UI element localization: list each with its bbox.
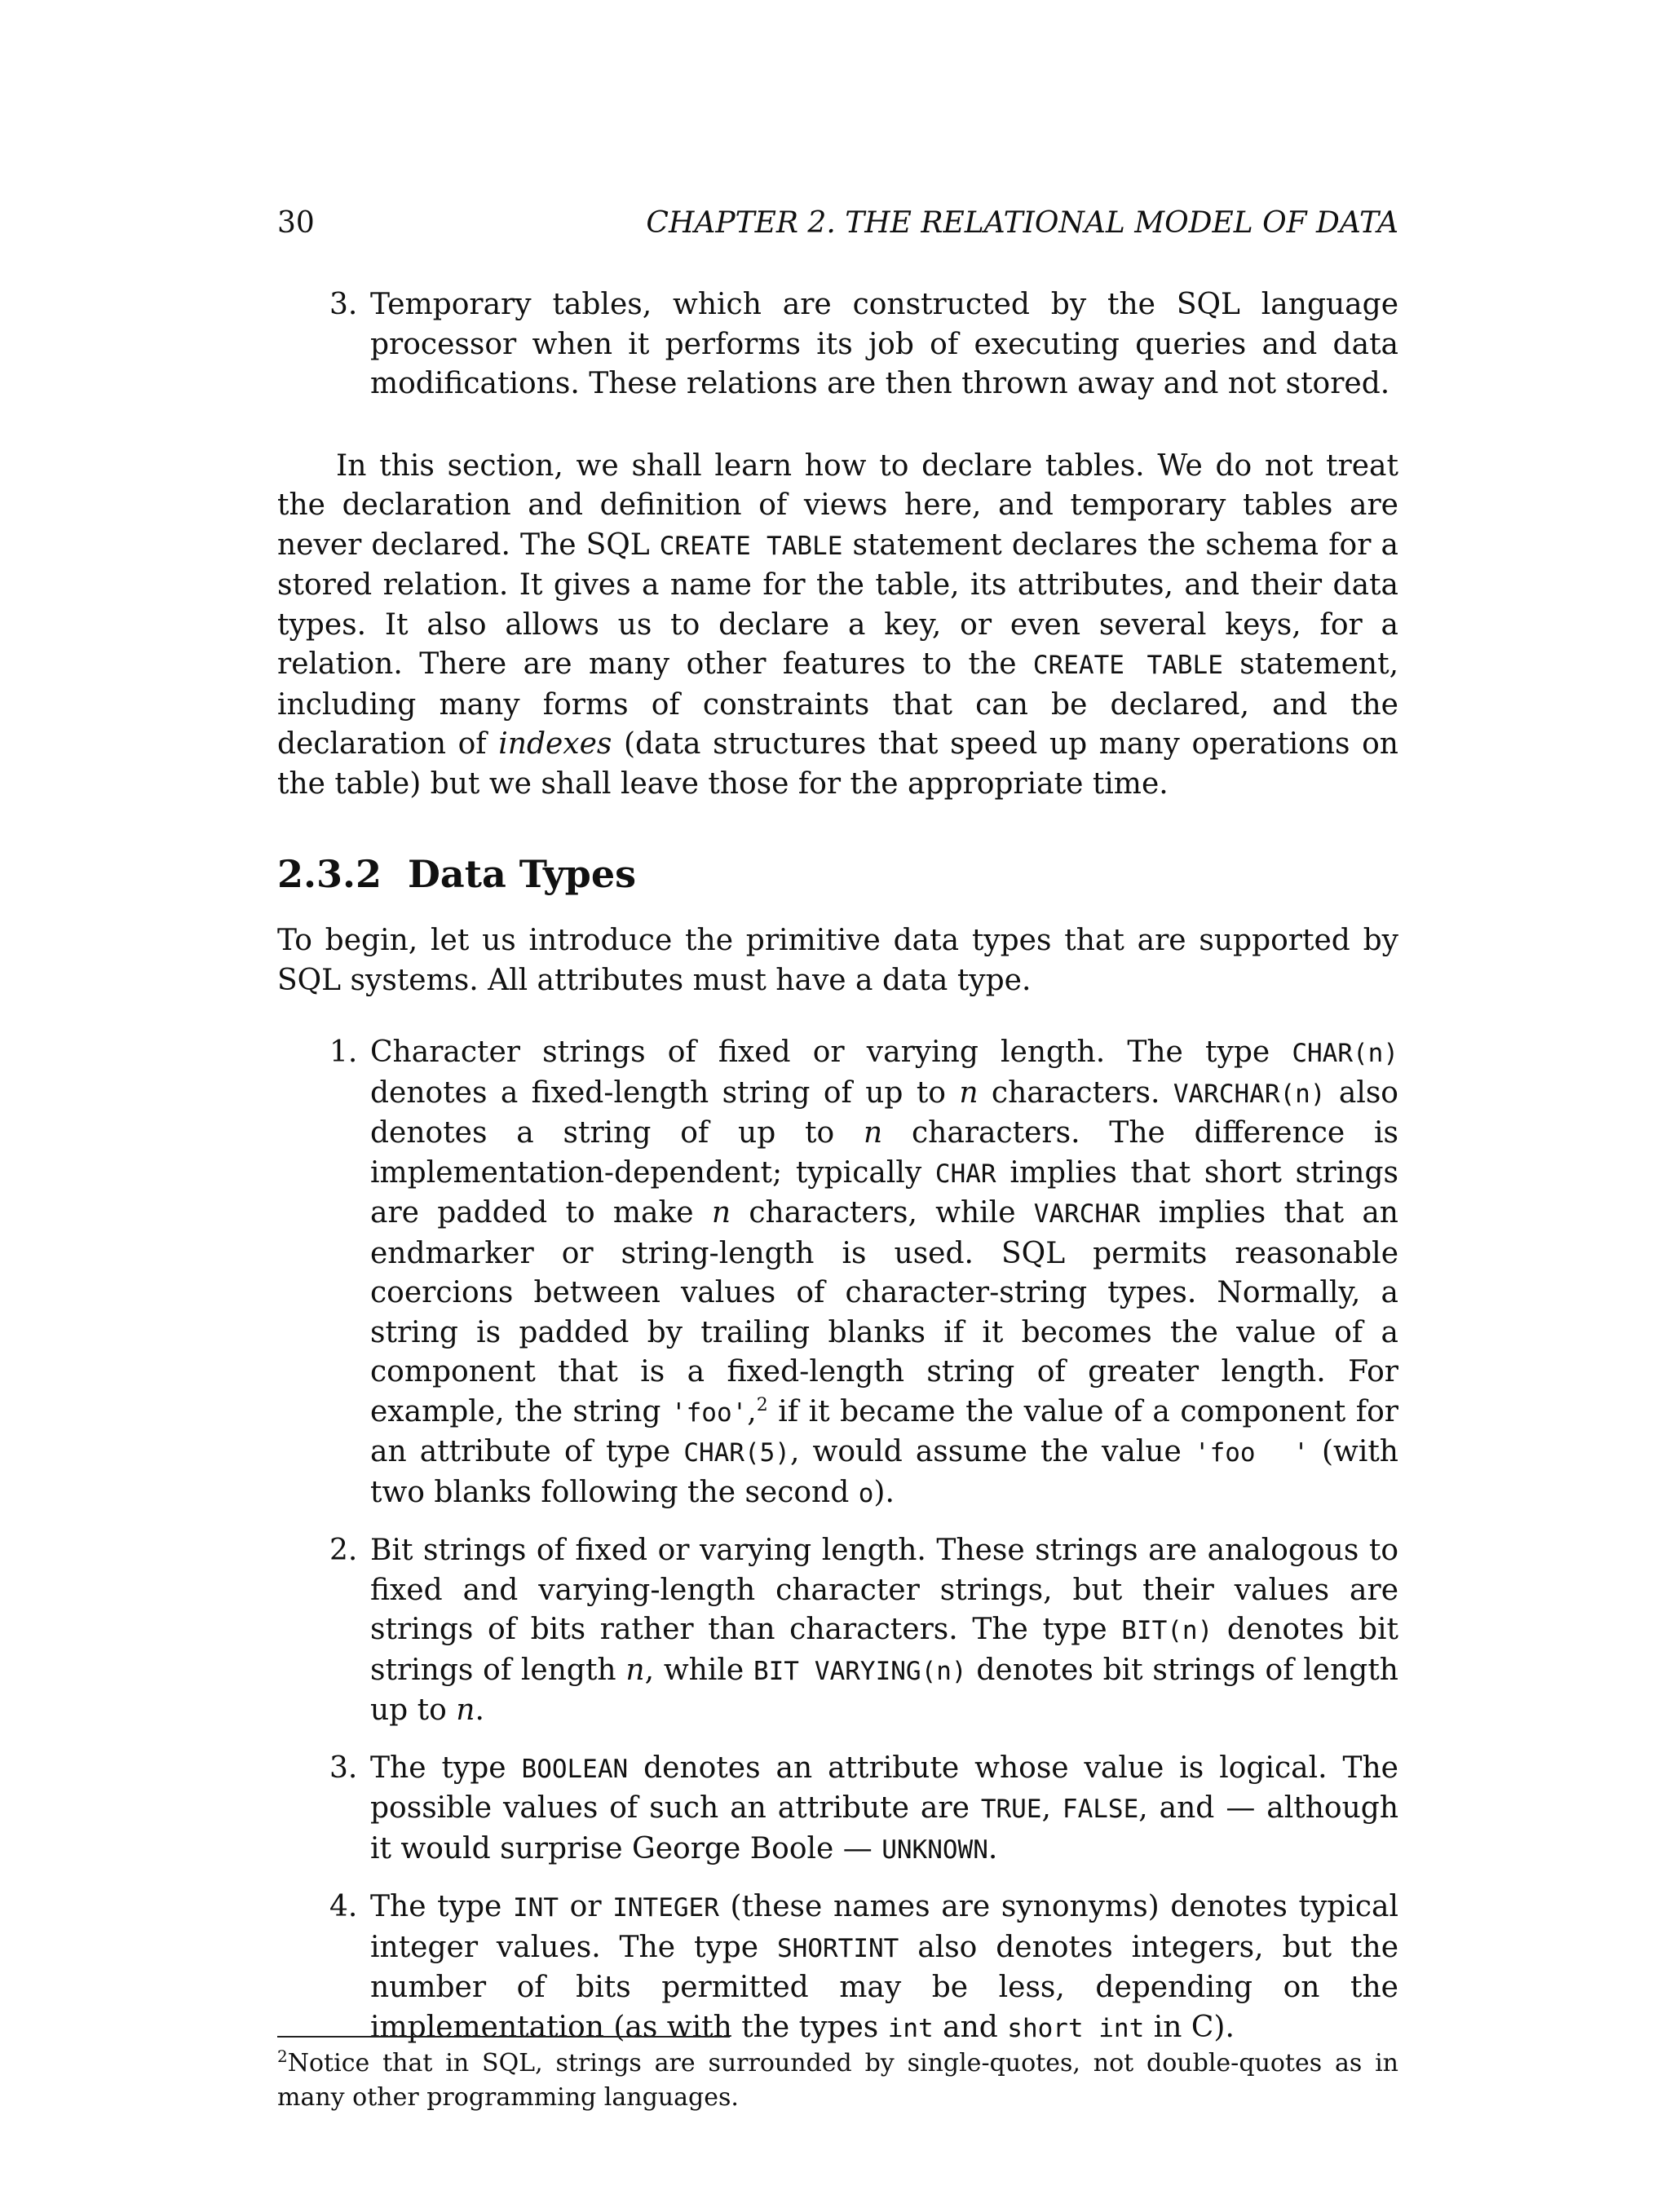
footnote-text: Notice that in SQL, strings are surrounded by single-quotes, not double-quotes as in many other programming languages. (277, 2049, 1398, 2112)
text-run: denotes bit strings of length up to (370, 1653, 1398, 1727)
chapter-title: CHAPTER 2. THE RELATIONAL MODEL OF DATA (646, 206, 1398, 240)
list-item-number: 2. (329, 1534, 358, 1567)
list-item (277, 285, 1398, 404)
code-text: FALSE (1062, 1795, 1139, 1824)
section-number: 2.3.2 (277, 852, 382, 896)
list-item-number: 3. (329, 1751, 358, 1785)
text-run: characters. (978, 1075, 1173, 1110)
math-var: n (959, 1075, 979, 1110)
code-text: VARCHAR (1033, 1199, 1141, 1229)
code-text: UNKNOWN (881, 1835, 988, 1865)
text-run: In this section, we shall learn how to declare tables. We do not treat the declaration and definition of views here, and temporary tables are never declared. The SQL (277, 448, 1398, 562)
footnote-divider (277, 2036, 730, 2038)
footnote (277, 2046, 1398, 2115)
list-item-number: 1. (329, 1035, 358, 1069)
text-run: . (987, 1831, 998, 1865)
code-text: BOOLEAN (521, 1754, 629, 1784)
text-run: or (559, 1890, 613, 1923)
code-text: 'foo ' (1194, 1438, 1309, 1468)
data-types-list (277, 1033, 1398, 2048)
text-run: characters. The difference is implementation-dependent; typically (370, 1116, 1399, 1190)
text-run: implies that an endmarker or string-length is used. SQL permits reasonable coercions between values of character-string types. Normally, a string is padded by trailing blanks if it becomes the value of a component that is a fixed-length string of greater length. For example, the string (370, 1196, 1398, 1428)
list-item (277, 1749, 1398, 1870)
list-item-text: Temporary tables, which are constructed by the SQL language processor when it performs its job of executing queries and data modifications. These relations are then thrown away and not stored. (370, 288, 1398, 400)
text-run: , and — although it would surprise George Boole — (370, 1791, 1399, 1865)
footnote-mark: 2 (277, 2046, 288, 2066)
text-run: also denotes a string of up to (370, 1075, 1398, 1150)
text-run: , (1041, 1791, 1063, 1825)
math-var: n (863, 1116, 883, 1150)
code-text: short int (1007, 2013, 1145, 2043)
emphasis-text: indexes (498, 727, 612, 761)
text-run: , while (644, 1653, 753, 1687)
text-run: The type (370, 1751, 522, 1785)
code-text: int (887, 2013, 934, 2043)
text-run: characters, while (731, 1196, 1034, 1230)
code-text: INTEGER (612, 1893, 719, 1923)
text-run: (data structures that speed up many operations on the table) but we shall leave those for the appropriate time. (277, 727, 1398, 801)
list-item-number: 4. (329, 1890, 358, 1923)
text-run: if it became the value of a component for an attribute of type (370, 1394, 1398, 1468)
text-run: (these names are synonyms) denotes typical integer values. The type (370, 1890, 1398, 1964)
code-text: INT (513, 1893, 559, 1923)
code-text: CHAR (934, 1159, 996, 1189)
code-text: CHAR(n) (1292, 1039, 1398, 1068)
paragraph (277, 447, 1398, 805)
text-run: implies that short strings are padded to make (370, 1155, 1398, 1230)
text-run: in C). (1144, 2010, 1235, 2044)
text-run: and (933, 2010, 1008, 2044)
text-run: ). (873, 1475, 895, 1509)
text-run: (with two blanks following the second (370, 1435, 1398, 1509)
section-title: Data Types (408, 852, 636, 896)
math-var: n (711, 1196, 731, 1230)
code-text: TRUE (980, 1795, 1042, 1824)
list-item (277, 1531, 1398, 1731)
math-var: n (456, 1693, 475, 1727)
code-text: CHAR(5) (683, 1438, 790, 1468)
text-run: denotes bit strings of length (370, 1613, 1398, 1687)
list-item (277, 1033, 1398, 1513)
text-run: The type (370, 1890, 513, 1923)
footnote-mark: 2 (756, 1394, 768, 1415)
text-run: also denotes integers, but the number of bits permitted may be less, depending on the implementation (as with the types (370, 1930, 1399, 2044)
code-text: VARCHAR(n) (1173, 1079, 1326, 1109)
code-text: o (858, 1478, 874, 1508)
text-run: Bit strings of fixed or varying length. These strings are analogous to fixed and varying-length character strings, but their values are strings of bits rather than characters. The type (370, 1534, 1398, 1646)
text-run: statement declares the schema for a stored relation. It gives a name for the table, its attributes, and their data types. It also allows us to declare a key, or even several keys, for a relation. There are many other features to the (277, 528, 1398, 681)
code-text: BIT(n) (1121, 1616, 1213, 1645)
math-var: n (625, 1653, 645, 1687)
main-text (277, 285, 1398, 2048)
code-text: CREATE TABLE (1032, 651, 1223, 680)
text-run: , (747, 1394, 757, 1428)
table-kinds-list (277, 285, 1398, 404)
list-item (277, 1887, 1398, 2048)
list-item-number: 3. (329, 288, 358, 321)
text-run: . (475, 1693, 484, 1727)
code-text: CREATE TABLE (659, 531, 843, 561)
code-text: SHORTINT (777, 1933, 899, 1963)
text-run: denotes a fixed-length string of up to (370, 1075, 960, 1110)
text-run: denotes an attribute whose value is logical. The possible values of such an attribute are (370, 1751, 1398, 1825)
page-number: 30 (277, 206, 315, 240)
code-text: 'foo' (670, 1397, 748, 1428)
paragraph: To begin, let us introduce the primitive data types that are supported by SQL systems. All attributes must have a data type. (277, 924, 1398, 997)
section-heading (277, 850, 1398, 898)
text-run: statement, including many forms of constraints that can be declared, and the declaration of (277, 647, 1399, 761)
code-text: BIT VARYING(n) (753, 1656, 967, 1686)
text-run: , would assume the value (789, 1435, 1195, 1468)
text-run: Character strings of fixed or varying length. The type (370, 1035, 1292, 1069)
